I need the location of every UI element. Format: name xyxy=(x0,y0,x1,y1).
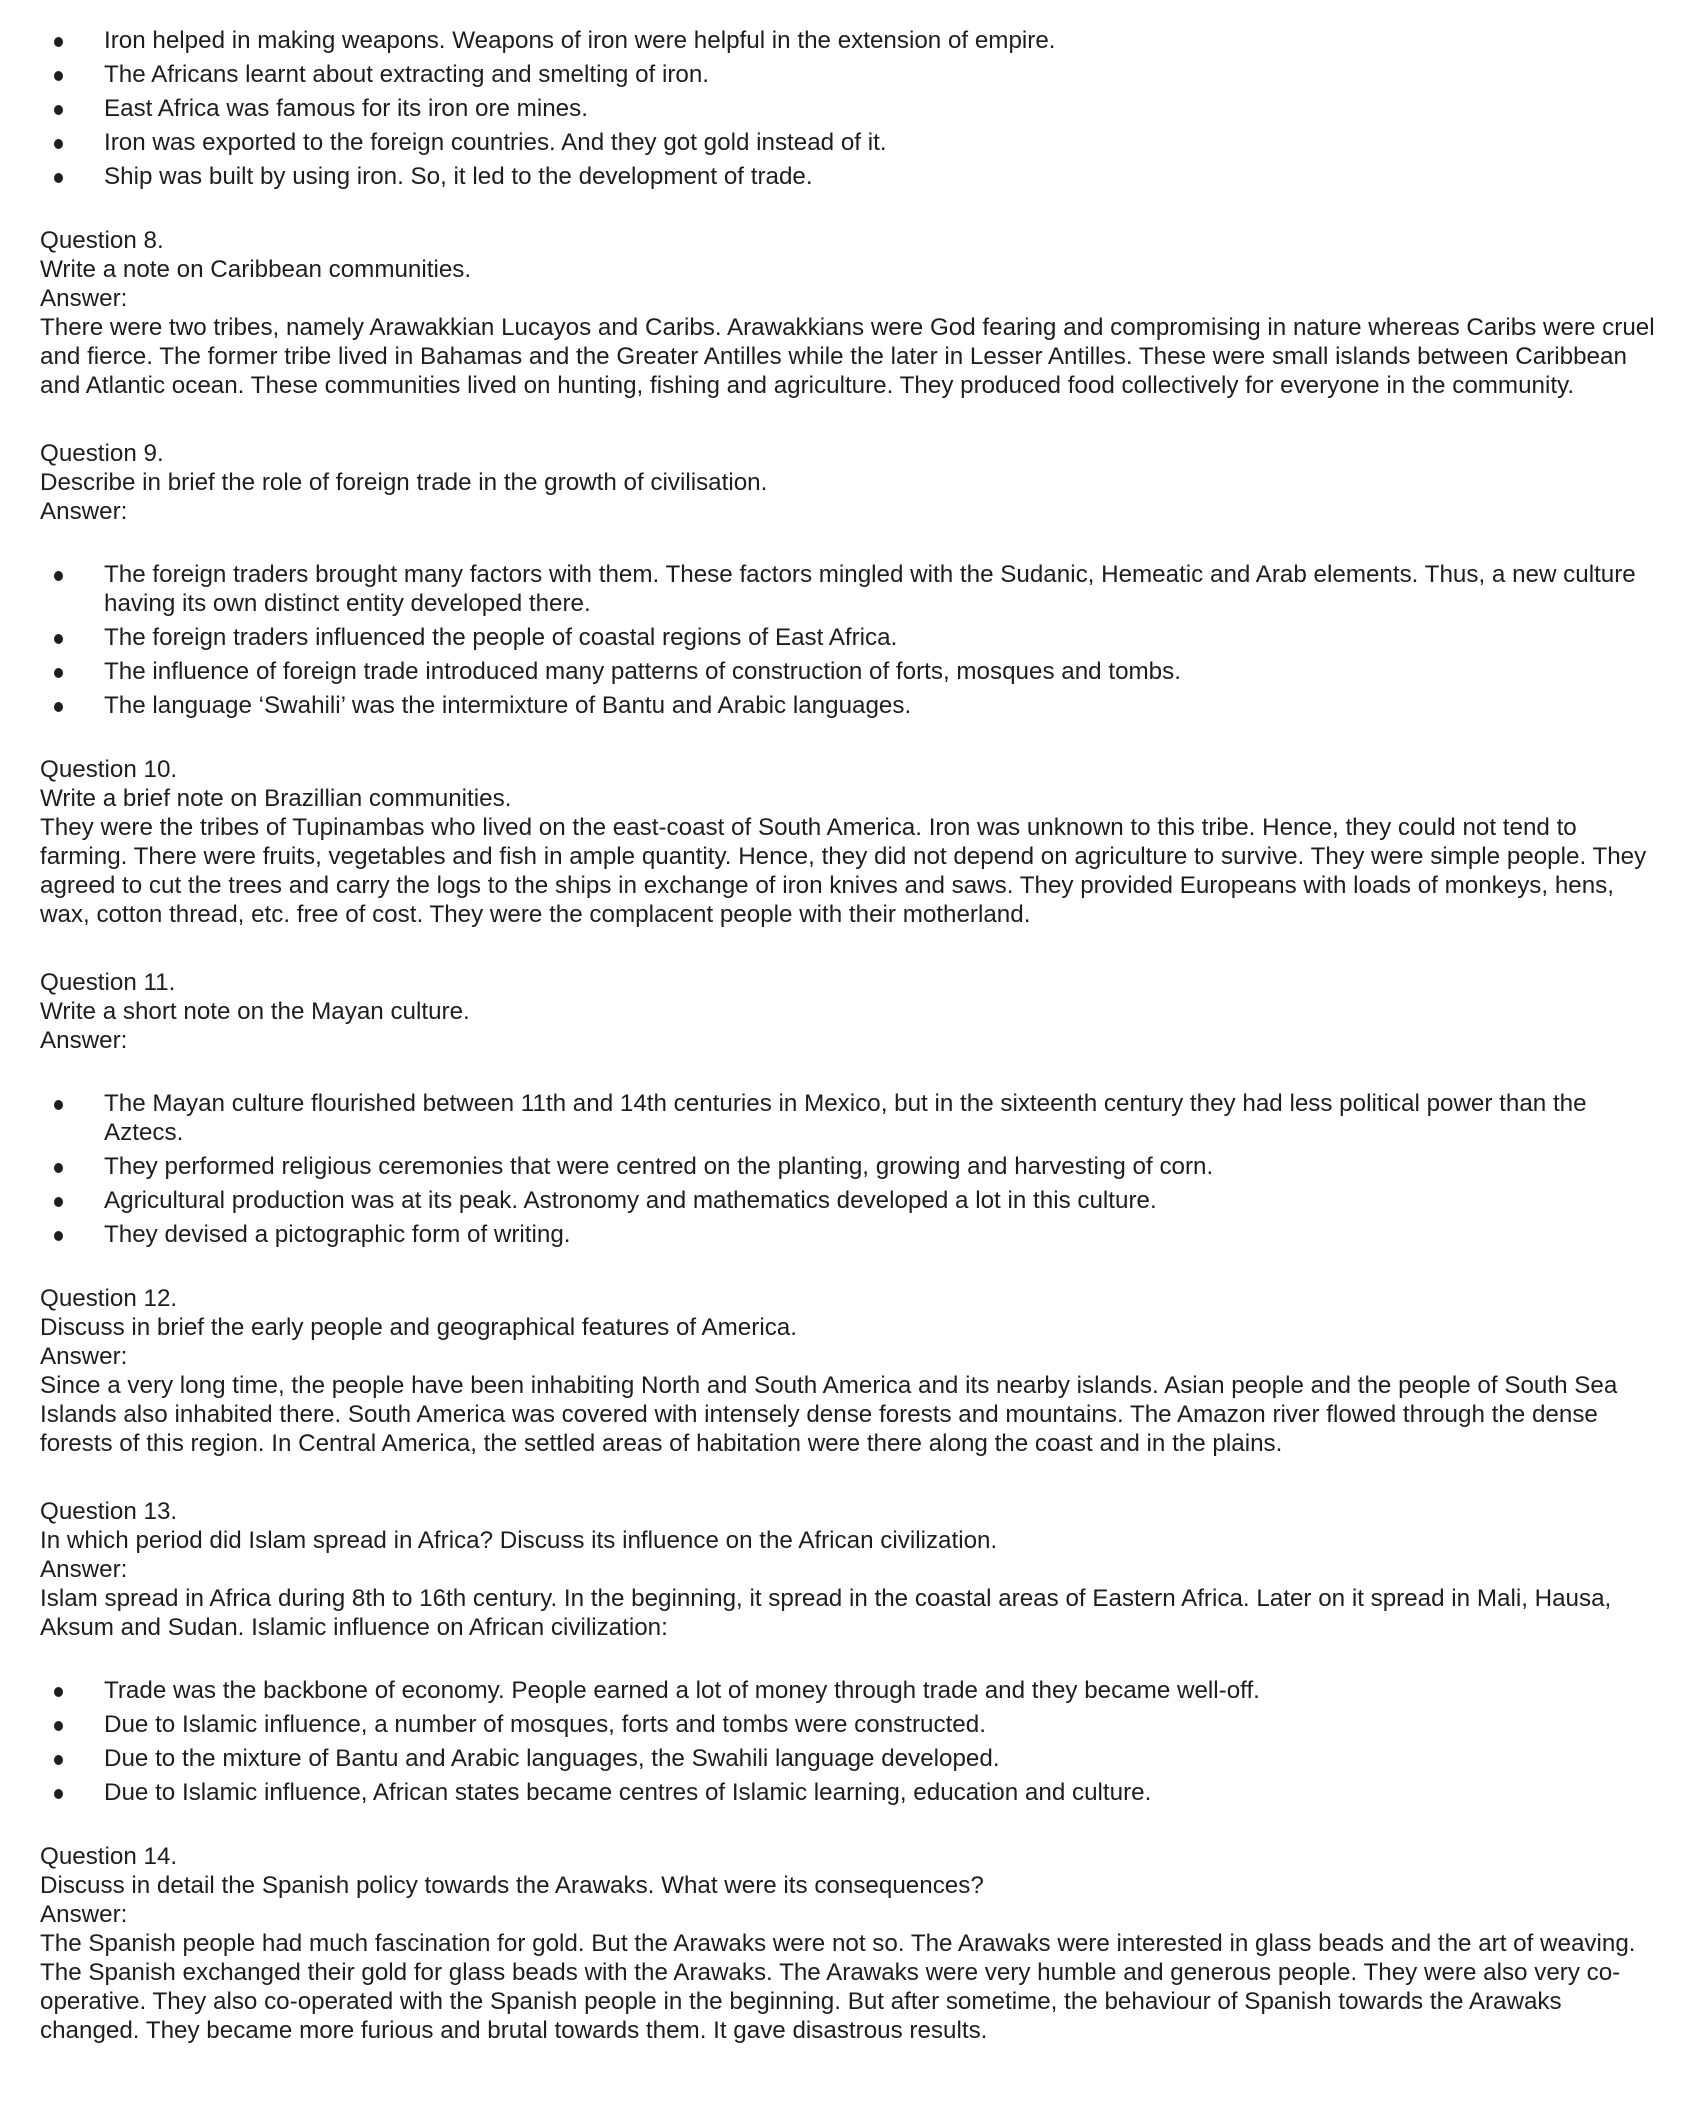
question-prompt: Write a short note on the Mayan culture. xyxy=(40,998,470,1025)
list-item: The foreign traders influenced the people of coastal regions of East Africa. xyxy=(40,623,1660,652)
list-item: They devised a pictographic form of writing. xyxy=(40,1220,1660,1249)
list-item: The influence of foreign trade introduced many patterns of construction of forts, mosques and tombs. xyxy=(40,657,1660,686)
question-prompt: In which period did Islam spread in Africa? Discuss its influence on the African civilization. xyxy=(40,1527,998,1554)
question-heading: Question 14. xyxy=(40,1843,178,1870)
bullet-icon xyxy=(54,1163,63,1173)
question-prompt: Discuss in brief the early people and geographical features of America. xyxy=(40,1314,797,1341)
bullet-icon xyxy=(54,71,63,81)
question-heading: Question 10. xyxy=(40,756,178,783)
list-item: East Africa was famous for its iron ore mines. xyxy=(40,94,1660,123)
question-13 xyxy=(40,1497,1660,1807)
list-item: Ship was built by using iron. So, it led to the development of trade. xyxy=(40,162,1660,191)
question-heading: Question 9. xyxy=(40,440,164,467)
answer-label: Answer: xyxy=(40,1901,128,1928)
question-prompt: Discuss in detail the Spanish policy towards the Arawaks. What were its consequences? xyxy=(40,1872,984,1899)
bullet-icon xyxy=(54,1755,63,1765)
question-prompt: Describe in brief the role of foreign trade in the growth of civilisation. xyxy=(40,469,768,496)
answer-label: Answer: xyxy=(40,285,128,312)
list-item: Iron was exported to the foreign countries. And they got gold instead of it. xyxy=(40,128,1660,157)
bullet-icon xyxy=(54,634,63,644)
bullet-icon xyxy=(54,1197,63,1207)
question-heading: Question 12. xyxy=(40,1285,178,1312)
bullet-icon xyxy=(54,1789,63,1799)
bullet-icon xyxy=(54,702,63,712)
answer-bullet-list xyxy=(40,560,1660,720)
list-item: The Mayan culture flourished between 11th and 14th centuries in Mexico, but in the sixteenth century they had less political power than the Aztecs. xyxy=(40,1089,1660,1147)
intro-bullet-list xyxy=(40,26,1660,191)
list-item: Due to the mixture of Bantu and Arabic languages, the Swahili language developed. xyxy=(40,1744,1660,1773)
question-8 xyxy=(40,226,1660,400)
list-item: Due to Islamic influence, African states became centres of Islamic learning, education and culture. xyxy=(40,1778,1660,1807)
answer-paragraph: There were two tribes, namely Arawakkian Lucayos and Caribs. Arawakkians were God fearing and compromising in nature whereas Caribs were cruel and fierce. The former tribe lived in Bahamas and the Greater Antilles while the later in Lesser Antilles. These were small islands between Caribbean and Atlantic ocean. These communities lived on hunting, fishing and agriculture. They produced food collectively for everyone in the community. xyxy=(40,314,1655,399)
answer-paragraph: The Spanish people had much fascination for gold. But the Arawaks were not so. The Arawaks were interested in glass beads and the art of weaving. The Spanish exchanged their gold for glass beads with the Arawaks. The Arawaks were very humble and generous people. They were also very co-operative. They also co-operated with the Spanish people in the beginning. But after sometime, the behaviour of Spanish towards the Arawaks changed. They became more furious and brutal towards them. It gave disastrous results. xyxy=(40,1930,1636,2044)
list-item: Due to Islamic influence, a number of mosques, forts and tombs were constructed. xyxy=(40,1710,1660,1739)
question-9 xyxy=(40,439,1660,720)
answer-label: Answer: xyxy=(40,1556,128,1583)
question-14 xyxy=(40,1842,1660,2045)
question-12 xyxy=(40,1284,1660,1458)
list-item: Iron helped in making weapons. Weapons of iron were helpful in the extension of empire. xyxy=(40,26,1660,55)
bullet-icon xyxy=(54,139,63,149)
list-item: Trade was the backbone of economy. People earned a lot of money through trade and they became well-off. xyxy=(40,1676,1660,1705)
bullet-icon xyxy=(54,668,63,678)
question-prompt: Write a note on Caribbean communities. xyxy=(40,256,472,283)
question-11 xyxy=(40,968,1660,1249)
question-heading: Question 13. xyxy=(40,1498,178,1525)
answer-label: Answer: xyxy=(40,498,128,525)
bullet-icon xyxy=(54,173,63,183)
bullet-icon xyxy=(54,37,63,47)
bullet-icon xyxy=(54,1100,63,1110)
answer-paragraph: Islam spread in Africa during 8th to 16th century. In the beginning, it spread in the coastal areas of Eastern Africa. Later on it spread in Mali, Hausa, Aksum and Sudan. Islamic influence on African civilization: xyxy=(40,1585,1612,1641)
bullet-icon xyxy=(54,105,63,115)
answer-bullet-list xyxy=(40,1089,1660,1249)
bullet-icon xyxy=(54,1687,63,1697)
list-item: The foreign traders brought many factors with them. These factors mingled with the Sudanic, Hemeatic and Arab elements. Thus, a new culture having its own distinct entity developed there. xyxy=(40,560,1660,618)
list-item: The Africans learnt about extracting and smelting of iron. xyxy=(40,60,1660,89)
answer-bullet-list xyxy=(40,1676,1660,1807)
bullet-icon xyxy=(54,571,63,581)
list-item: Agricultural production was at its peak. Astronomy and mathematics developed a lot in this culture. xyxy=(40,1186,1660,1215)
answer-paragraph: They were the tribes of Tupinambas who lived on the east-coast of South America. Iron was unknown to this tribe. Hence, they could not tend to farming. There were fruits, vegetables and fish in ample quantity. Hence, they did not depend on agriculture to survive. They were simple people. They agreed to cut the trees and carry the logs to the ships in exchange of iron knives and saws. They provided Europeans with loads of monkeys, hens, wax, cotton thread, etc. free of cost. They were the complacent people with their motherland. xyxy=(40,814,1647,928)
question-heading: Question 8. xyxy=(40,227,164,254)
bullet-icon xyxy=(54,1231,63,1241)
question-prompt: Write a brief note on Brazillian communities. xyxy=(40,785,512,812)
answer-paragraph: Since a very long time, the people have been inhabiting North and South America and its nearby islands. Asian people and the people of South Sea Islands also inhabited there. South America was covered with intensely dense forests and mountains. The Amazon river flowed through the dense forests of this region. In Central America, the settled areas of habitation were there along the coast and in the plains. xyxy=(40,1372,1618,1457)
list-item: They performed religious ceremonies that were centred on the planting, growing and harvesting of corn. xyxy=(40,1152,1660,1181)
question-10 xyxy=(40,755,1660,929)
answer-label: Answer: xyxy=(40,1027,128,1054)
question-heading: Question 11. xyxy=(40,969,176,996)
list-item: The language ‘Swahili’ was the intermixture of Bantu and Arabic languages. xyxy=(40,691,1660,720)
answer-label: Answer: xyxy=(40,1343,128,1370)
bullet-icon xyxy=(54,1721,63,1731)
